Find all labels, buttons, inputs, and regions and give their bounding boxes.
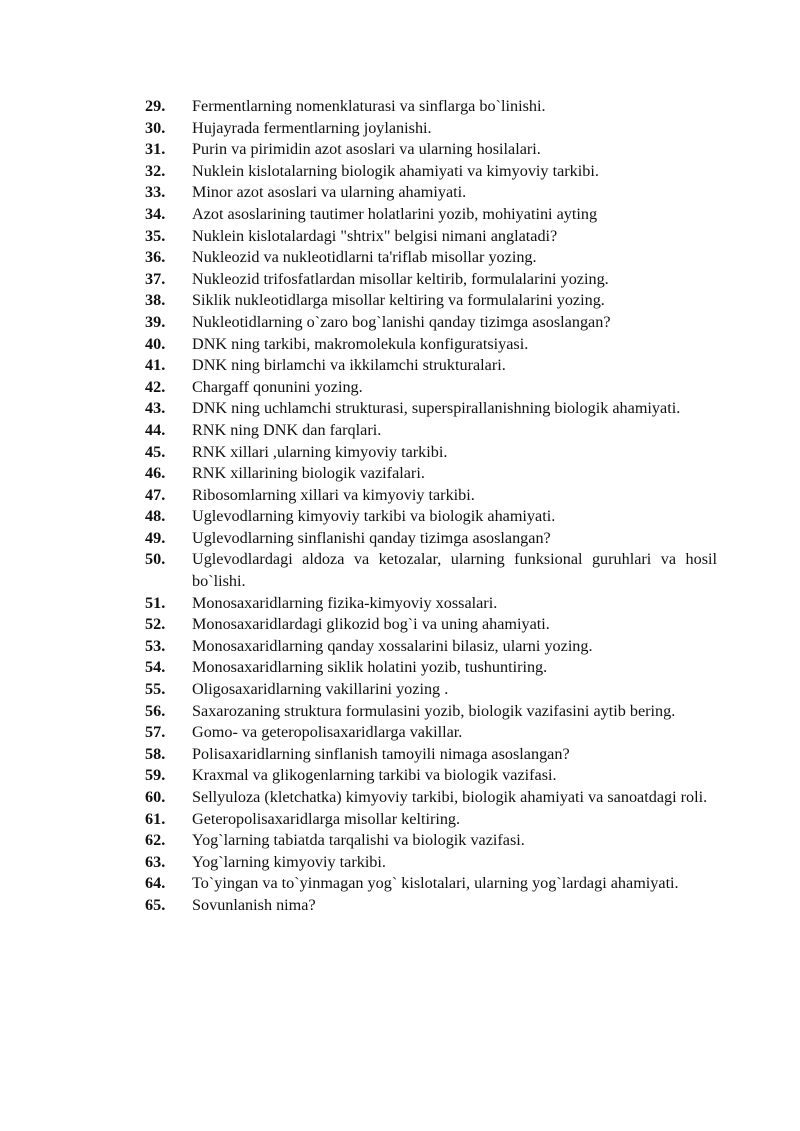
question-text: Hujayrada fermentlarning joylanishi. (192, 118, 432, 137)
question-text: Geteropolisaxaridlarga misollar keltiring. (192, 809, 461, 828)
question-number: 34. (145, 204, 166, 223)
question-number: 57. (145, 723, 166, 742)
question-text: To`yingan va to`yinmagan yog` kislotalari, ularning yog`lardagi ahamiyati. (192, 874, 679, 893)
question-number: 30. (145, 118, 166, 137)
question-number: 33. (145, 183, 166, 202)
question-item (145, 679, 717, 701)
question-text: Sellyuloza (kletchatka) kimyoviy tarkibi, biologik ahamiyati va sanoatdagi roli. (192, 788, 708, 806)
question-item (145, 593, 717, 615)
question-number: 49. (145, 528, 166, 547)
question-number: 65. (145, 895, 166, 914)
question-text: Yog`larning kimyoviy tarkibi. (192, 852, 386, 871)
question-item (145, 852, 717, 874)
question-item (145, 744, 717, 766)
question-text: Oligosaxaridlarning vakillarini yozing . (192, 680, 449, 699)
question-list (145, 96, 717, 917)
question-item (145, 463, 717, 485)
question-item (145, 657, 717, 679)
question-text: Azot asoslarining tautimer holatlarini yozib, mohiyatini ayting (192, 204, 598, 223)
question-item (145, 118, 717, 140)
question-number: 54. (145, 658, 166, 677)
question-number: 52. (145, 615, 166, 634)
question-text: Gomo- va geteropolisaxaridlarga vakillar. (192, 723, 463, 742)
question-text: Monosaxaridlarning qanday xossalarini bilasiz, ularni yozing. (192, 636, 593, 655)
question-item (145, 204, 717, 226)
question-item (145, 334, 717, 356)
question-text: Monosaxaridlarning siklik holatini yozib, tushuntiring. (192, 658, 548, 677)
question-number: 59. (145, 766, 166, 785)
question-number: 41. (145, 356, 166, 375)
question-text: Nukleotidlarning o`zaro bog`lanishi qanday tizimga asoslangan? (192, 312, 611, 331)
question-number: 53. (145, 636, 166, 655)
question-text: Monosaxaridlarning fizika-kimyoviy xossalari. (192, 593, 498, 612)
question-text: Monosaxaridlardagi glikozid bog`i va uning ahamiyati. (192, 615, 550, 634)
question-number: 46. (145, 464, 166, 483)
question-number: 47. (145, 485, 166, 504)
question-number: 61. (145, 809, 166, 828)
question-item (145, 398, 717, 420)
question-text: DNK ning birlamchi va ikkilamchi strukturalari. (192, 356, 506, 375)
question-text: Siklik nukleotidlarga misollar keltiring va formulalarini yozing. (192, 291, 605, 310)
question-text: RNK ning DNK dan farqlari. (192, 420, 382, 439)
question-text: Nuklein kislotalardagi "shtrix" belgisi nimani anglatadi? (192, 226, 558, 245)
question-item (145, 722, 717, 744)
question-number: 43. (145, 399, 166, 418)
question-item (145, 873, 717, 895)
question-item (145, 377, 717, 399)
question-number: 36. (145, 248, 166, 267)
question-text: Ribosomlarning xillari va kimyoviy tarkibi. (192, 485, 475, 504)
question-number: 64. (145, 874, 166, 893)
question-item (145, 96, 717, 118)
question-item (145, 269, 717, 291)
question-text: DNK ning tarkibi, makromolekula konfiguratsiyasi. (192, 334, 529, 353)
question-item (145, 442, 717, 464)
question-number: 56. (145, 701, 166, 720)
question-number: 39. (145, 312, 166, 331)
question-number: 51. (145, 593, 166, 612)
question-text: Nukleozid va nukleotidlarni ta'riflab misollar yozing. (192, 248, 537, 267)
question-item (145, 636, 717, 658)
question-item (145, 528, 717, 550)
question-number: 32. (145, 161, 166, 180)
question-text: Nukleozid trifosfatlardan misollar keltirib, formulalarini yozing. (192, 269, 609, 288)
question-number: 55. (145, 680, 166, 699)
question-item (145, 485, 717, 507)
question-text: Kraxmal va glikogenlarning tarkibi va biologik vazifasi. (192, 766, 557, 785)
question-number: 38. (145, 291, 166, 310)
question-item (145, 139, 717, 161)
question-text: Yog`larning tabiatda tarqalishi va biologik vazifasi. (192, 831, 525, 850)
question-text: Purin va pirimidin azot asoslari va ularning hosilalari. (192, 140, 541, 159)
question-number: 63. (145, 852, 166, 871)
question-item (145, 787, 717, 809)
question-number: 40. (145, 334, 166, 353)
question-item (145, 549, 717, 592)
question-item (145, 312, 717, 334)
question-text: Chargaff qonunini yozing. (192, 377, 363, 396)
question-number: 62. (145, 831, 166, 850)
question-text: Sovunlanish nima? (192, 895, 316, 914)
question-text: DNK ning uchlamchi strukturasi, superspirallanishning biologik ahamiyati. (192, 399, 681, 418)
question-item (145, 182, 717, 204)
question-item (145, 420, 717, 442)
question-number: 50. (145, 550, 166, 569)
question-number: 44. (145, 420, 166, 439)
question-item (145, 226, 717, 248)
question-item (145, 701, 717, 723)
question-number: 58. (145, 744, 166, 763)
question-text: Uglevodlarning sinflanishi qanday tizimga asoslangan? (192, 528, 551, 547)
question-text: Saxarozaning struktura formulasini yozib, biologik vazifasini aytib bering. (192, 701, 676, 720)
question-number: 45. (145, 442, 166, 461)
question-number: 31. (145, 140, 166, 159)
question-item (145, 614, 717, 636)
question-number: 48. (145, 507, 166, 526)
question-item (145, 809, 717, 831)
question-item (145, 247, 717, 269)
question-item (145, 161, 717, 183)
question-number: 37. (145, 269, 166, 288)
question-text: Polisaxaridlarning sinflanish tamoyili nimaga asoslangan? (192, 744, 570, 763)
question-text: Uglevodlardagi aldoza va ketozalar, ularning funksional guruhlari va hosil bo`lishi. (192, 550, 717, 591)
question-number: 60. (145, 788, 166, 806)
question-text: RNK xillarining biologik vazifalari. (192, 464, 425, 483)
question-item (145, 506, 717, 528)
question-item (145, 290, 717, 312)
question-text: Minor azot asoslari va ularning ahamiyati. (192, 183, 467, 202)
question-text: Nuklein kislotalarning biologik ahamiyati va kimyoviy tarkibi. (192, 161, 599, 180)
question-item (145, 765, 717, 787)
question-number: 29. (145, 97, 166, 115)
question-item (145, 355, 717, 377)
question-item (145, 895, 717, 917)
question-number: 35. (145, 226, 166, 245)
question-text: Fermentlarning nomenklaturasi va sinflarga bo`linishi. (192, 97, 546, 115)
question-text: Uglevodlarning kimyoviy tarkibi va biologik ahamiyati. (192, 507, 556, 526)
question-number: 42. (145, 377, 166, 396)
question-item (145, 830, 717, 852)
question-text: RNK xillari ,ularning kimyoviy tarkibi. (192, 442, 448, 461)
